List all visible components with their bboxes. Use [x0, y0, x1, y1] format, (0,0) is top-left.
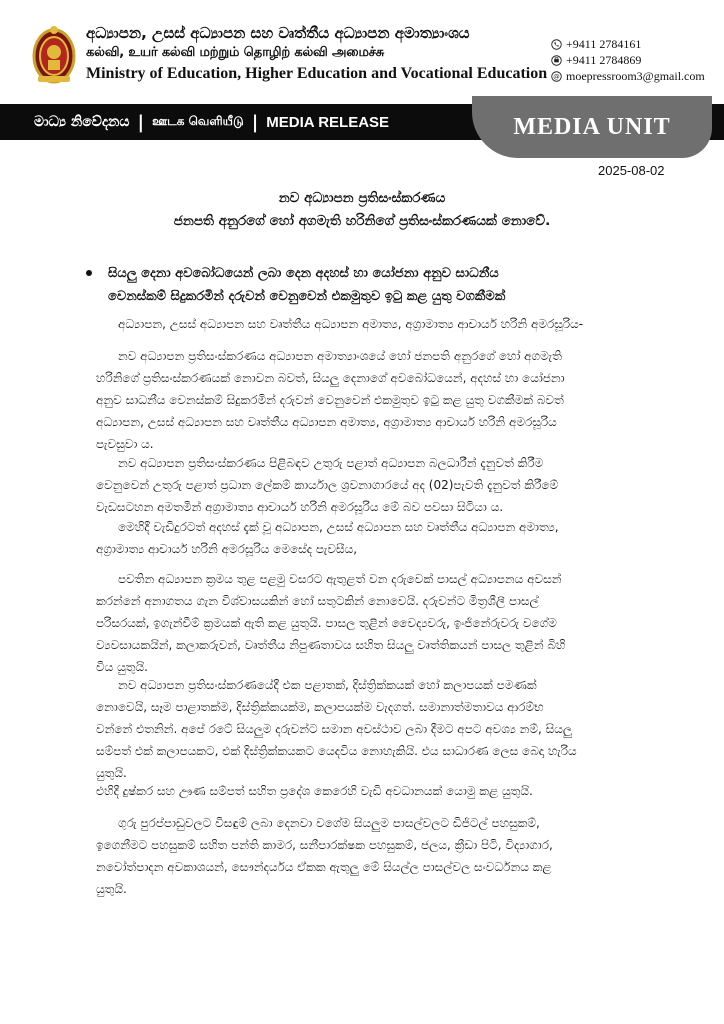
paragraph-line: හරිනිගේ ප්‍රතිසංස්කරණයක් නොවන බවත්, සියලු දෙනාගේ අවබෝධයෙන්, අදහස් හා යෝජනා — [96, 371, 565, 385]
letterhead — [0, 0, 724, 104]
contact-fax — [550, 52, 705, 68]
paragraph-line: සම්පත් එක් කලාපයකට, එක් දිස්ත්‍රික්කයකට යෙදවිය නොහැකියි. එය සාධාරණ ලෙස බෙදා හැරිය — [96, 744, 577, 758]
paragraph-line: නව අධ්‍යාපන ප්‍රතිසංස්කරණයේදී එක පළාතක්, දිස්ත්‍රික්කයක් හෝ කලාපයක් පමණක් — [118, 678, 537, 692]
paragraph-line: වෙනුවෙන් උතුරු පළාත් ප්‍රධාන ලේකම් කාර්යාල ශ්‍රවනාගාරයේ අද (02)පැවති දැනුවත් කිරීමේ — [96, 478, 559, 492]
bullet-line: සියලු දෙනා අවබෝධයෙන් ලබා දෙන අදහස් හා යෝජනා අනුව සාධනීය — [108, 266, 499, 281]
paragraph — [96, 780, 686, 802]
media-unit-tab — [472, 96, 712, 158]
paragraph-line: අධ්‍යාපන, උසස් අධ්‍යාපන සහ වෘත්තීය අධ්‍යාපන අමාත්‍ය, අග්‍රාමාත්‍ය ආචාර්ය හරිනි අමරසූරිය — [96, 415, 557, 429]
paragraph-line: නව අධ්‍යාපන ප්‍රතිසංස්කරණය පිළිබඳව උතුරු පළාත් අධ්‍යාපන බලධාරීන් දැනුවත් කිරීම — [118, 456, 544, 470]
release-title: නව අධ්‍යාපන ප්‍රතිසංස්කරණය — [278, 190, 446, 206]
paragraph-line: වන්නේ එතනින්. අපේ රටේ සියලුම දරුවන්ට සමාන අවස්ථාව ලබා දීමට අපට අවශ්‍ය නම්, සියලු — [96, 722, 573, 736]
paragraph-line: යුතුයි. — [96, 766, 127, 780]
paragraph-line: අනුව සාධනීය වෙනස්කම් සිදුකරමින් දරුවන් වෙනුවෙන් එකමුතුව ඉටු කළ යුතු වගකීමක් බවත් — [96, 393, 564, 407]
fax-icon — [550, 54, 562, 66]
paragraph-line: කරන්නේ අනාගතය ගැන විශ්වාසයකින් හෝ සතුටකින් නොවෙයි. දරුවන්ට මිත්‍රශීලී පාසල් — [96, 594, 539, 608]
media-unit-label: MEDIA UNIT — [513, 113, 671, 140]
banner-separator: | — [137, 111, 145, 133]
paragraph-line: අධ්‍යාපන, උසස් අධ්‍යාපන සහ වෘත්තීය අධ්‍යාපන අමාත්‍ය, අග්‍රාමාත්‍ය ආචාර්ය හරිනි අමරසූරිය- — [118, 317, 584, 331]
paragraph — [96, 812, 686, 900]
key-point-bullet — [92, 262, 682, 308]
contact-fax-text: +9411 2784869 — [566, 52, 642, 67]
paragraph-line: වැඩසටහන අමතමින් අග්‍රාමාත්‍ය ආචාර්ය හරිනි අමරසූරිය මේ බව පවසා සිටියා ය. — [96, 500, 504, 514]
contact-email — [550, 68, 705, 84]
banner-separator: | — [251, 111, 259, 133]
contact-phone — [550, 36, 705, 52]
paragraph — [96, 568, 686, 678]
phone-icon — [550, 38, 562, 50]
sri-lanka-emblem-icon — [30, 22, 78, 86]
ministry-name-english: Ministry of Education, Higher Education and Vocational Education — [86, 65, 548, 82]
bullet-dot-icon — [86, 270, 92, 276]
paragraph-line: විය යුතුයි. — [96, 660, 148, 674]
release-subtitle: ජනපති අනුරගේ හෝ අගමැති හරිනිගේ ප්‍රතිසංස්කරණයක් නොවේ. — [173, 213, 551, 229]
paragraph-line: නව අධ්‍යාපන ප්‍රතිසංස්කරණය අධ්‍යාපන අමාත්‍යාංශයේ හෝ ජනපති අනුරගේ හෝ අගමැති — [118, 349, 562, 363]
bullet-line: වෙනස්කම් සිදුකරමින් දරුවන් වෙනුවෙන් එකමුතුව ඉටු කළ යුතු වගකීමක් — [108, 289, 506, 304]
paragraph-line: ගුරු පුරප්පාඩුවලට විසඳුම් ලබා දෙනවා වගේම සියලුම පාසල්වලට ඩිජිටල් පහසුකම්, — [118, 816, 540, 830]
paragraph-line: එහිදී දුෂ්කර සහ ඌණ සම්පත් සහිත ප්‍රදේශ කෙරෙහි වැඩි අවධානයක් යොමු කළ යුතුයි. — [96, 784, 533, 798]
paragraph — [96, 313, 686, 335]
banner-label-tamil: ஊடக வெளியீடு — [152, 114, 244, 128]
banner-label-sinhala: මාධ්‍ය නිවේදනය — [34, 114, 130, 130]
paragraph-line: මෙහිදී වැඩිදුරටත් අදහස් දැක් වූ අධ්‍යාපන, උසස් අධ්‍යාපන සහ වෘත්තීය අධ්‍යාපන අමාත්‍ය, — [118, 520, 559, 534]
paragraph — [96, 345, 686, 455]
paragraph-line: අග්‍රාමාත්‍ය ආචාර්ය හරිනි අමරසූරිය මෙසේද පැවසීය, — [96, 542, 358, 556]
banner-label-english: MEDIA RELEASE — [266, 113, 390, 131]
paragraph-line: පරිසරයක්, ඉගැන්වීම් ක්‍රමයක් ඇති කළ යුතුයි. පාසල තුළින් වෛද්‍යවරු, ඉංජිනේරුවරු වගේම — [96, 616, 557, 630]
paragraph-line: යුතුයි. — [96, 882, 127, 896]
paragraph-line: නවෝත්පාදන අවකාශයන්, සෞන්දර්යය ඒකක ඇතුලු මේ සියල්ල පාසල්වල සංවර්ධනය කළ — [96, 860, 552, 874]
contact-email-text: moepressroom3@gmail.com — [566, 68, 705, 83]
release-date: 2025-08-02 — [598, 163, 665, 178]
paragraph — [96, 452, 686, 518]
paragraph-line: පවතින අධ්‍යාපන ක්‍රමය තුළ පළමු වසරට ඇතුළත් වන දරුවෙක් පාසල් අධ්‍යාපනය අවසන් — [118, 572, 562, 586]
ministry-name-tamil: கல்வி, உயர் கல்வி மற்றும் தொழிற் கல்வி அமைச்சு — [86, 45, 385, 60]
contact-phone-text: +9411 2784161 — [566, 36, 642, 51]
paragraph-line: ඉගෙනීමට පහසුකම් සහිත පන්ති කාමර, සනීපාරක්ෂක පහසුකම්, ජලය, ක්‍රීඩා පිටි, විද්‍යාගාර, — [96, 838, 553, 852]
svg-text:@: @ — [552, 72, 560, 81]
paragraph-line: පැවසුවා ය. — [96, 437, 154, 451]
paragraph-line: නොවෙයි, සෑම පාළාතක්ම, දිස්ත්‍රික්කයක්ම, කලාපයක්ම වැදගත්. සමානාත්මතාවය ආරම්භ — [96, 700, 544, 714]
contact-list — [550, 36, 705, 84]
paragraph-line: ව්‍යවසායකයින්, කලාකරුවන්, වෘත්තීය නිපුණතාවය සහිත සියලු වෘත්තිකයන් පාසල තුළින් බිහි — [96, 638, 566, 652]
ministry-name-sinhala: අධ්‍යාපන, උසස් අධ්‍යාපන සහ වෘත්තීය අධ්‍යාපන අමාත්‍යාංශය — [86, 24, 470, 42]
at-sign-icon — [550, 70, 562, 82]
paragraph — [96, 674, 686, 784]
paragraph — [96, 516, 686, 560]
